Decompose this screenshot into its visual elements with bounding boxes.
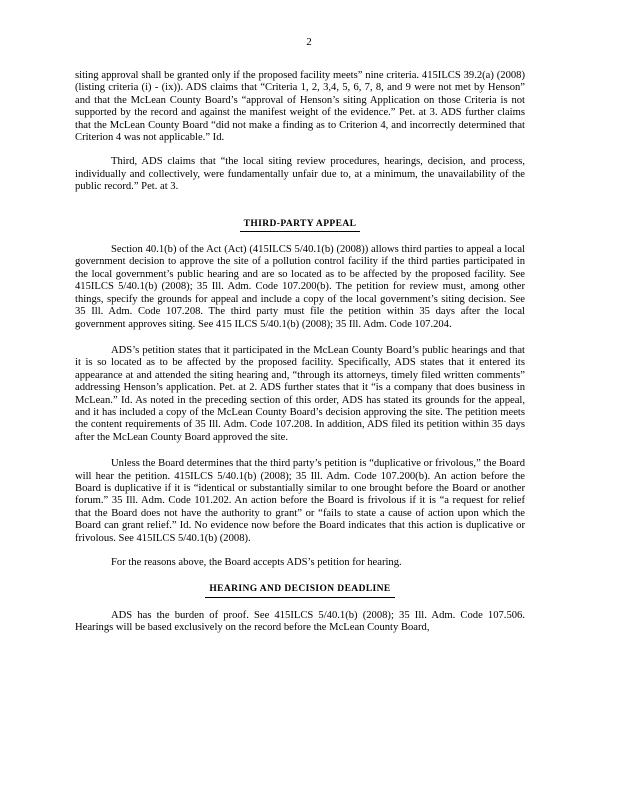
paragraph-duplicative-frivolous: Unless the Board determines that the third party’s petition is “duplicative or frivolous,” the Board will hear the petition. 415ILCS 5/40.1(b) (2008); 35 Ill. Adm. Code 107.200(b). An action before the Board is duplicative if it is “identical or substantially similar to one brought before the Board or another forum.” 35 Ill. Adm. Code 101.202. An action before the Board is frivolous if it is “a request for relief that the Board does not have the authority to grant” or “fails to state a cause of action upon which the Board can grant relief.” Id. No evidence now before the Board indicates that this action is duplicative or frivolous. See 415ILCS 5/40.1(b) (2008). (75, 458, 525, 544)
heading-text: HEARING AND DECISION DEADLINE (205, 583, 394, 597)
paragraph-criteria-claims: siting approval shall be granted only if the proposed facility meets” nine criteria. 415ILCS 39.2(a) (2008) (listing criteria (i) - (ix)). ADS claims that “Criteria 1, 2, 3,4, 5, 6, 7, 8, and 9 were not met by Henson” and that the McLean County Board’s “approval of Henson’s siting Application on those Criteria is not supported by the record and against the manifest weight of the evidence.” Pet. at 3. ADS further claims that the McLean County Board “did not make a finding as to Criterion 4, and incorrectly determined that Criterion 4 was not applicable.” Id. (75, 70, 525, 144)
paragraph-burden-of-proof: ADS has the burden of proof. See 415ILCS 5/40.1(b) (2008); 35 Ill. Adm. Code 107.506. Hearings will be based exclusively on the record before the McLean County Board, (75, 609, 525, 634)
page-number: 2 (306, 36, 312, 48)
paragraph-accepts-petition: For the reasons above, the Board accepts ADS’s petition for hearing. (111, 557, 402, 568)
section-heading-hearing-deadline (75, 583, 525, 597)
section-heading-third-party-appeal (75, 218, 525, 232)
heading-text: THIRD-PARTY APPEAL (240, 218, 361, 232)
paragraph-fundamental-fairness: Third, ADS claims that “the local siting review procedures, hearings, decision, and process, individually and collectively, were fundamentally unfair due to, at a minimum, the unavailability of the public record.” Pet. at 3. (75, 156, 525, 193)
paragraph-section-40-1b: Section 40.1(b) of the Act (Act) (415ILCS 5/40.1(b) (2008)) allows third parties to appeal a local government decision to approve the site of a pollution control facility if the third parties participated in the local government’s public hearing and are so located as to be affected by the proposed facility. See 415ILCS 5/40.1(b) (2008); 35 Ill. Adm. Code 107.200(b). The petition for review must, among other things, specify the grounds for appeal and include a copy of the local government’s siting decision. See 35 Ill. Adm. Code 107.208. The third party must file the petition within 35 days after the local government approves siting. See 415 ILCS 5/40.1(b) (2008); 35 Ill. Adm. Code 107.204. (75, 244, 525, 330)
paragraph-ads-petition: ADS’s petition states that it participated in the McLean County Board’s public hearings and that it is so located as to be affected by the proposed facility. Specifically, ADS states that it entered its appearance at and attended the siting hearing and, “through its attorneys, timely filed written comments” addressing Henson’s application. Pet. at 2. ADS further states that it “is a company that does business in McLean.” Id. As noted in the preceding section of this order, ADS has stated its grounds for the appeal, and it has included a copy of the McLean County Board’s decision approving the site. The petition meets the content requirements of 35 Ill. Adm. Code 107.208. In addition, ADS filed its petition within 35 days after the McLean County Board approved the site. (75, 344, 525, 443)
document-body (75, 70, 525, 646)
